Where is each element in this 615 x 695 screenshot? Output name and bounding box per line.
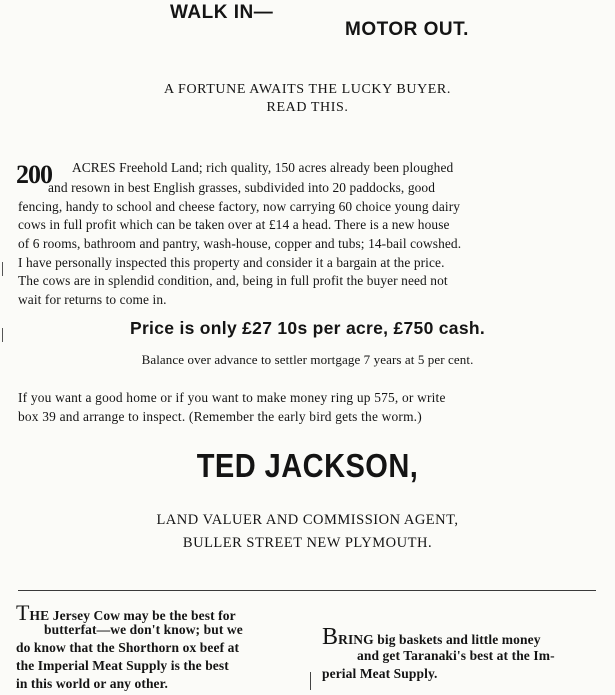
contact-line: box 39 and arrange to inspect. (Remember the early bird gets the worm.): [18, 409, 422, 424]
baskets-ad-line: RING big baskets and little money: [338, 632, 541, 647]
property-line: I have personally inspected this property and consider it a bargain at the price.: [18, 255, 445, 270]
jersey-ad-line: HE Jersey Cow may be the best for: [29, 608, 236, 623]
headline-walk-in: WALK IN—: [170, 2, 274, 23]
jersey-ad-line: do know that the Shorthorn ox beef at: [16, 640, 240, 655]
property-line: and resown in best English grasses, subdivided into 20 paddocks, good: [48, 180, 436, 195]
margin-mark: [2, 262, 3, 276]
property-line: wait for returns to come in.: [18, 292, 167, 307]
agent-name: TED JACKSON,: [196, 447, 419, 484]
price-line: Price is only £27 10s per acre, £750 cash.: [129, 318, 486, 338]
jersey-ad-drop-cap: T: [16, 600, 30, 625]
intro-fortune: A FORTUNE AWAITS THE LUCKY BUYER.: [164, 82, 451, 97]
property-line: of 6 rooms, bathroom and pantry, wash-house, copper and tubs; 14-bail cowshed.: [18, 236, 462, 251]
property-line: fencing, handy to school and cheese factory, now carrying 60 choice young dairy: [18, 199, 461, 214]
baskets-ad-line: and get Taranaki's best at the Im-: [357, 648, 555, 663]
agent-title: LAND VALUER AND COMMISSION AGENT,: [156, 512, 459, 528]
balance-line: Balance over advance to settler mortgage 7 years at 5 per cent.: [141, 352, 474, 367]
baskets-ad-drop-cap: B: [322, 624, 339, 650]
column-separator: [310, 672, 311, 690]
contact-line: If you want a good home or if you want to make money ring up 575, or write: [18, 390, 446, 405]
jersey-ad-line: the Imperial Meat Supply is the best: [16, 658, 229, 673]
intro-read-this: READ THIS.: [266, 100, 349, 115]
property-line: ACRES Freehold Land; rich quality, 150 acres already been ploughed: [72, 160, 454, 175]
jersey-ad-line: butterfat—we don't know; but we: [44, 622, 243, 637]
baskets-ad-line: perial Meat Supply.: [322, 666, 438, 681]
jersey-ad-line: in this world or any other.: [16, 676, 168, 691]
headline-motor-out: MOTOR OUT.: [345, 19, 469, 40]
agent-address: BULLER STREET NEW PLYMOUTH.: [182, 535, 433, 551]
property-line: cows in full profit which can be taken over at £14 a head. There is a new house: [18, 217, 450, 232]
property-lead-number: 200: [16, 160, 52, 189]
property-line: The cows are in splendid condition, and, being in full profit the buyer need not: [18, 273, 448, 288]
section-divider: [18, 590, 596, 591]
